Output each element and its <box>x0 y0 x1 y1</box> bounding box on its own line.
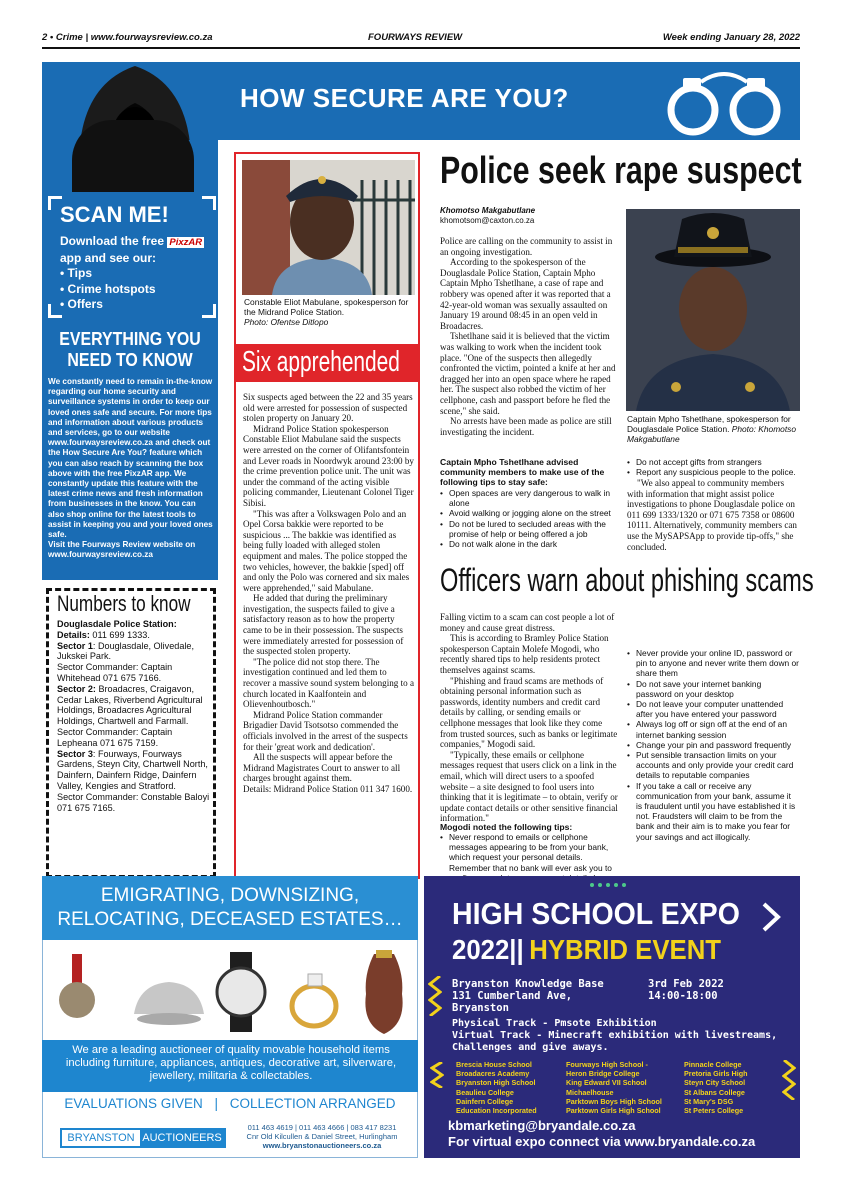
captain-caption <box>627 414 799 445</box>
rape-body <box>440 236 618 437</box>
everything-heading-line: NEED TO KNOW <box>67 349 193 370</box>
virtual-track: Virtual Track - Minecraft exhibition with livestreams, <box>452 1030 778 1041</box>
chevron-right-icon <box>760 902 782 932</box>
caption-text: Constable Eliot Mabulane, spokesperson for the Midrand Police Station. <box>244 297 409 318</box>
six-paragraph: He added that during the preliminary investigation, the suspects failed to give a satisfactory reason as to how the property came to be in their possession. The suspects were immediately arrested for possession of the suspected stolen property. <box>243 593 404 657</box>
expo-year: 2022|| <box>452 934 524 965</box>
tip-item: • Open spaces are very dangerous to walk in alone <box>440 488 618 508</box>
scan-line: • Crime hotspots <box>60 281 156 296</box>
ad-bar <box>42 1096 418 1111</box>
rape-byline <box>440 206 535 226</box>
evaluations-label: EVALUATIONS GIVEN <box>64 1096 203 1111</box>
tip-item: • Change your pin and password frequently <box>627 740 799 750</box>
logo-text-a: BRYANSTON <box>67 1132 135 1144</box>
bar-separator: | <box>214 1096 218 1111</box>
physical-track: Physical Track - Pmsote Exhibition <box>452 1018 657 1029</box>
tip-item: • Do not save your internet banking password on your desktop <box>627 679 799 699</box>
phishing-paragraph: This is according to Bramley Police Station spokesperson Captain Molefe Mogodi, who recently shared tips to help residents protect themselves against scams. <box>440 633 609 675</box>
phishing-paragraph: "Phishing and fraud scams are methods of obtaining personal information such as passwords, identity numbers and credit card details by calling, or sending emails or cellphone messages that look like they come from trusted sources, such as banks or legitimate companies," Mogodi said. <box>440 675 618 750</box>
scan-line: • Offers <box>60 297 103 311</box>
school-item: St Peters College <box>684 1106 744 1116</box>
phishing-title: Officers warn about phishing scams <box>440 562 814 598</box>
handcuffs-icon <box>655 66 795 138</box>
phishing-body <box>440 612 618 824</box>
rape-paragraph: According to the spokesperson of the Douglasdale Police Station, Captain Mpho Captain Mpho Tshetlhane, a case of rape and robbery was opened after it was reported that a 42-year-old woman was sexually assaulted on January 19 around 08:45 in an open veld in Broadacres. <box>440 257 611 331</box>
dots-decoration <box>588 881 628 889</box>
expo-hybrid: HYBRID EVENT <box>529 934 722 965</box>
virtual-track: Challenges and give aways. <box>452 1042 609 1053</box>
numbers-line: Sector 3: Fourways, Fourways Gardens, Steyn City, Chartwell North, Dainfern, Dainfern Ridge, Dainfern Valley, Kengies and Stratford. <box>57 748 208 791</box>
numbers-line: Details: 011 699 1333. <box>57 629 150 640</box>
rape-closing <box>627 478 799 552</box>
logo-text-b: AUCTIONEERS <box>140 1130 224 1146</box>
six-details: Details: Midrand Police Station 011 347 1600. <box>243 783 413 794</box>
tip-item: • Never respond to emails or cellphone messages appearing to be from your bank, which request your personal details. Remember that no bank will ever ask you to <box>440 832 618 893</box>
expo-virtual-link[interactable]: For virtual expo connect via www.bryandale.co.za <box>448 1133 756 1149</box>
school-item: Education Incorporated <box>456 1106 537 1116</box>
tip-item: • Put sensible transaction limits on your accounts and only provide your credit card details to reputable companies <box>627 750 799 781</box>
expo-tracks <box>452 1018 777 1054</box>
rape-title: Police seek rape suspect <box>440 150 802 192</box>
numbers-line: Sector 2: Broadacres, Craigavon, Cedar Lakes, Riverbend Agricultural Holdings, Broadacres Agricultural Holdings, Chartwell and Farmall. <box>57 683 203 727</box>
everything-heading <box>58 328 202 370</box>
byline-email: khomotsom@caxton.co.za <box>440 216 535 225</box>
antiques-image <box>44 944 416 1038</box>
photo-credit: Photo: Khomotso Makgabutlane <box>627 424 797 445</box>
constable-caption <box>244 297 416 328</box>
expo-subtitle <box>452 934 721 966</box>
schools-col-1 <box>456 1060 537 1115</box>
rape-tips-heading: Captain Mpho Tshetlhane advised community members to make use of the following tips to stay safe: <box>440 457 605 488</box>
expo-contact <box>448 1118 755 1149</box>
numbers-line: Douglasdale Police Station: <box>57 619 177 629</box>
scan-line: Download the free PixzAR <box>60 234 203 248</box>
page-header <box>42 32 800 46</box>
rape-paragraph: Police are calling on the community to assist in an ongoing investigation. <box>440 236 613 257</box>
rape-tips-list <box>440 488 618 549</box>
tip-item: • Never provide your online ID, password or pin to anyone and never write them down or share them <box>627 648 799 679</box>
scan-list <box>60 234 204 313</box>
expo-venue <box>452 978 604 1014</box>
rape-tips2-list <box>627 457 799 477</box>
tip-item: • Do not leave your computer unattended after you have entered your password <box>627 699 799 719</box>
school-item: Bryanston High School <box>456 1078 536 1088</box>
numbers-line: Sector Commander: Constable Baloyi 071 675 7165. <box>57 791 210 813</box>
school-item: Heron Bridge College <box>566 1069 640 1079</box>
zigzag-decoration <box>782 1060 796 1100</box>
numbers-line: Sector Commander: Captain Whitehead 071 675 7166. <box>57 662 173 683</box>
bryanston-logo <box>60 1128 226 1148</box>
scan-corner-tr <box>202 196 216 210</box>
phishing-tips-list-2 <box>627 648 799 842</box>
schools-col-3 <box>684 1060 748 1115</box>
byline-name: Khomotso Makgabutlane <box>440 206 536 215</box>
ad-heading <box>42 884 418 932</box>
scan-line: app and see our: <box>60 250 157 265</box>
rape-paragraph: "We also appeal to community members with information that might assist police investigations to phone Douglasdale police on 011 699 1333/1320 or 071 675 7358 or 08600 10111. Alternatively, community members can use the MySAPSApp to provide tip-offs," she concluded. <box>627 478 797 552</box>
banner-title: HOW SECURE ARE YOU? <box>240 83 569 113</box>
rape-paragraph: No arrests have been made as police are still investigating the incident. <box>440 416 612 437</box>
six-body <box>243 392 415 795</box>
ad-text: We are a leading auctioneer of quality movable household items including furniture, appliances, antiques, decorative art, silverware, jewellery, militaria & collectables. <box>65 1044 397 1083</box>
zigzag-decoration <box>428 976 442 1016</box>
tip-item: • Do not be lured to secluded areas with the promise of help or being offered a job <box>440 519 618 539</box>
pixzar-logo: PixzAR <box>169 237 203 248</box>
school-item: Dainfern College <box>456 1096 514 1106</box>
constable-photo <box>242 160 415 295</box>
scan-me-box <box>48 196 216 318</box>
six-paragraph: Six suspects aged between the 22 and 35 years old were arrested for possession of suspected stolen property on January 20. <box>243 392 413 424</box>
collection-label: COLLECTION ARRANGED <box>229 1096 396 1111</box>
everything-paragraph: We constantly need to remain in-the-know regarding our home security and surveillance systems in order to keep our loved ones safe and secure. For more tips and information about various products and services, go to our website www.fourwaysreview.co.za and check out the How Secure Are You? feature which you can also reach by scanning the box above with the free PixzAR app. We constantly update this feature with the latest crime news and fresh information from businesses in the know. You can also shop online for the latest tools to assist in keeping you and your loved ones safe. <box>48 377 213 540</box>
school-item: Beaulieu College <box>456 1087 514 1097</box>
tip-item: • Report any suspicious people to the police. <box>627 467 799 477</box>
schools-col-2 <box>566 1060 662 1115</box>
header-section: 2 • Crime | www.fourwaysreview.co.za <box>42 32 213 43</box>
expo-title: HIGH SCHOOL EXPO <box>452 896 740 931</box>
school-item: Steyn City School <box>684 1078 746 1088</box>
six-paragraph: "This was after a Volkswagen Polo and an Opel Corsa bakkie were reported to be suspicious ... The bakkie was identified as being fully loaded with alleged stolen equipment and males. The police stopped the two vehicles, however, the bakkie [sped] off and only the Polo was cornered and six males were apprehended," said Mabulane. <box>243 508 410 593</box>
captain-photo <box>626 209 800 411</box>
ad-heading-line: EMIGRATING, DOWNSIZING, <box>100 885 360 906</box>
tip-item: • Always log off or sign off at the end of an internet banking session <box>627 719 799 739</box>
school-item: King Edward VII School <box>566 1078 647 1088</box>
numbers-line: Sector Commander: Captain Lepheana 071 675 7159. <box>57 726 173 748</box>
school-item: St Mary's DSG <box>684 1096 734 1106</box>
caption-text: Captain Mpho Tshetlhane, spokesperson for Douglasdale Police Station. <box>627 414 791 435</box>
school-item: Fourways High School - <box>566 1060 648 1069</box>
school-item: Pinnacle College <box>684 1060 742 1069</box>
school-item: Broadacres Academy <box>456 1069 530 1079</box>
school-item: Parktown Girls High School <box>566 1106 661 1116</box>
venue-line: Bryanston <box>452 1002 509 1014</box>
six-paragraph: "The police did not stop there. The investigation continued and led them to recover a massive sound system belonging to a church located in Kaalfontein and Olievenhoutbosch." <box>243 656 414 710</box>
phishing-paragraph: "Typically, these emails or cellphone messages request that users click on a link in the email, which will direct users to a spoofed website – a site designed to fool users into thinking that it is legitimate – to obtain, verify or update contact details or other sensitive financial information." <box>440 749 618 824</box>
scan-line: • Tips <box>60 266 92 280</box>
numbers-line: Sector 1: Douglasdale, Olivedale, Jukskei Park. <box>57 640 194 662</box>
photo-credit: Photo: Ofentse Ditlopo <box>244 317 329 328</box>
six-title: Six apprehended <box>242 346 400 378</box>
tip-item: • If you take a call or receive any communication from your bank, assume it is fraudulent until you have established it is not. Fraudsters will claim to be from the bank and their aim is to make you fear for your savings and act illogically. <box>627 781 799 842</box>
everything-visit: Visit the Fourways Review website on www.fourwaysreview.co.za <box>48 540 196 560</box>
numbers-box <box>46 588 216 878</box>
school-item: Michaelhouse <box>566 1087 614 1097</box>
scan-corner-br <box>202 304 216 318</box>
six-paragraph: All the suspects will appear before the Midrand Magistrates Court to answer to all charges brought against them. <box>243 752 401 784</box>
ad-contacts <box>230 1124 414 1150</box>
numbers-title: Numbers to know <box>57 591 191 616</box>
expo-email[interactable]: kbmarketing@bryandale.co.za <box>448 1118 636 1133</box>
everything-text <box>48 377 214 561</box>
header-date: Week ending January 28, 2022 <box>662 32 800 43</box>
school-item: St Albans College <box>684 1087 745 1097</box>
tip-item: • Avoid walking or jogging alone on the street <box>440 508 618 518</box>
school-item: Parktown Boys High School <box>566 1096 662 1106</box>
rape-paragraph: Tshetlhane said it is believed that the victim was walking to work when the incident took place. "One of the suspects then allegedly confronted the victim, pointed a knife at her and dragged her into an open space where he raped her. The suspect also robbed the victim of her cellphone, cash and passport before he fled the scene," she said. <box>440 331 616 416</box>
venue-line: 131 Cumberland Ave, <box>452 990 573 1002</box>
header-masthead: FOURWAYS REVIEW <box>368 32 463 43</box>
zigzag-decoration <box>430 1062 444 1088</box>
venue-line: Bryanston Knowledge Base <box>452 978 604 990</box>
phishing-tips-heading: Mogodi noted the following tips: <box>440 822 573 832</box>
ad-heading-line: RELOCATING, DECEASED ESTATES… <box>57 909 403 930</box>
school-item: Pretoria Girls High <box>684 1069 748 1079</box>
expo-datetime <box>648 978 724 1002</box>
expo-date: 3rd Feb 2022 <box>648 978 724 990</box>
tip-item: • Do not accept gifts from strangers <box>627 457 799 467</box>
ad-website: www.bryanstonauctioneers.co.za <box>262 1140 382 1150</box>
ad-phones: 011 463 4619 | 011 463 4666 | 083 417 8231 <box>247 1123 397 1132</box>
expo-time: 14:00-18:00 <box>648 990 718 1002</box>
phishing-paragraph: Falling victim to a scam can cost people a lot of money and cause great distress. <box>440 612 615 633</box>
hooded-figure-overlay <box>72 120 194 192</box>
everything-heading-line: EVERYTHING YOU <box>59 328 201 349</box>
six-paragraph: Midrand Police Station commander Brigadier David Tsotsotso commended the officials involved in the arrest of the suspects for their 'great work and dedication'. <box>243 709 408 752</box>
scan-title: SCAN ME! <box>60 202 169 227</box>
tip-item: • Do not walk alone in the dark <box>440 539 618 549</box>
school-item: Brescia House School <box>456 1060 532 1069</box>
six-paragraph: Midrand Police Station spokesperson Constable Eliot Mabulane said the suspects were arrested on the corner of Olifantsfontein and Lever roads in Noordwyk around 23:00 by the crime prevention police unit. The unit was under the command of the acting visible policing commander, Lieutenant Colonel Tiger Sibisi. <box>243 423 414 508</box>
ad-address: Cnr Old Kilcullen & Daniel Street, Hurlingham <box>246 1131 398 1141</box>
numbers-list <box>57 619 215 813</box>
